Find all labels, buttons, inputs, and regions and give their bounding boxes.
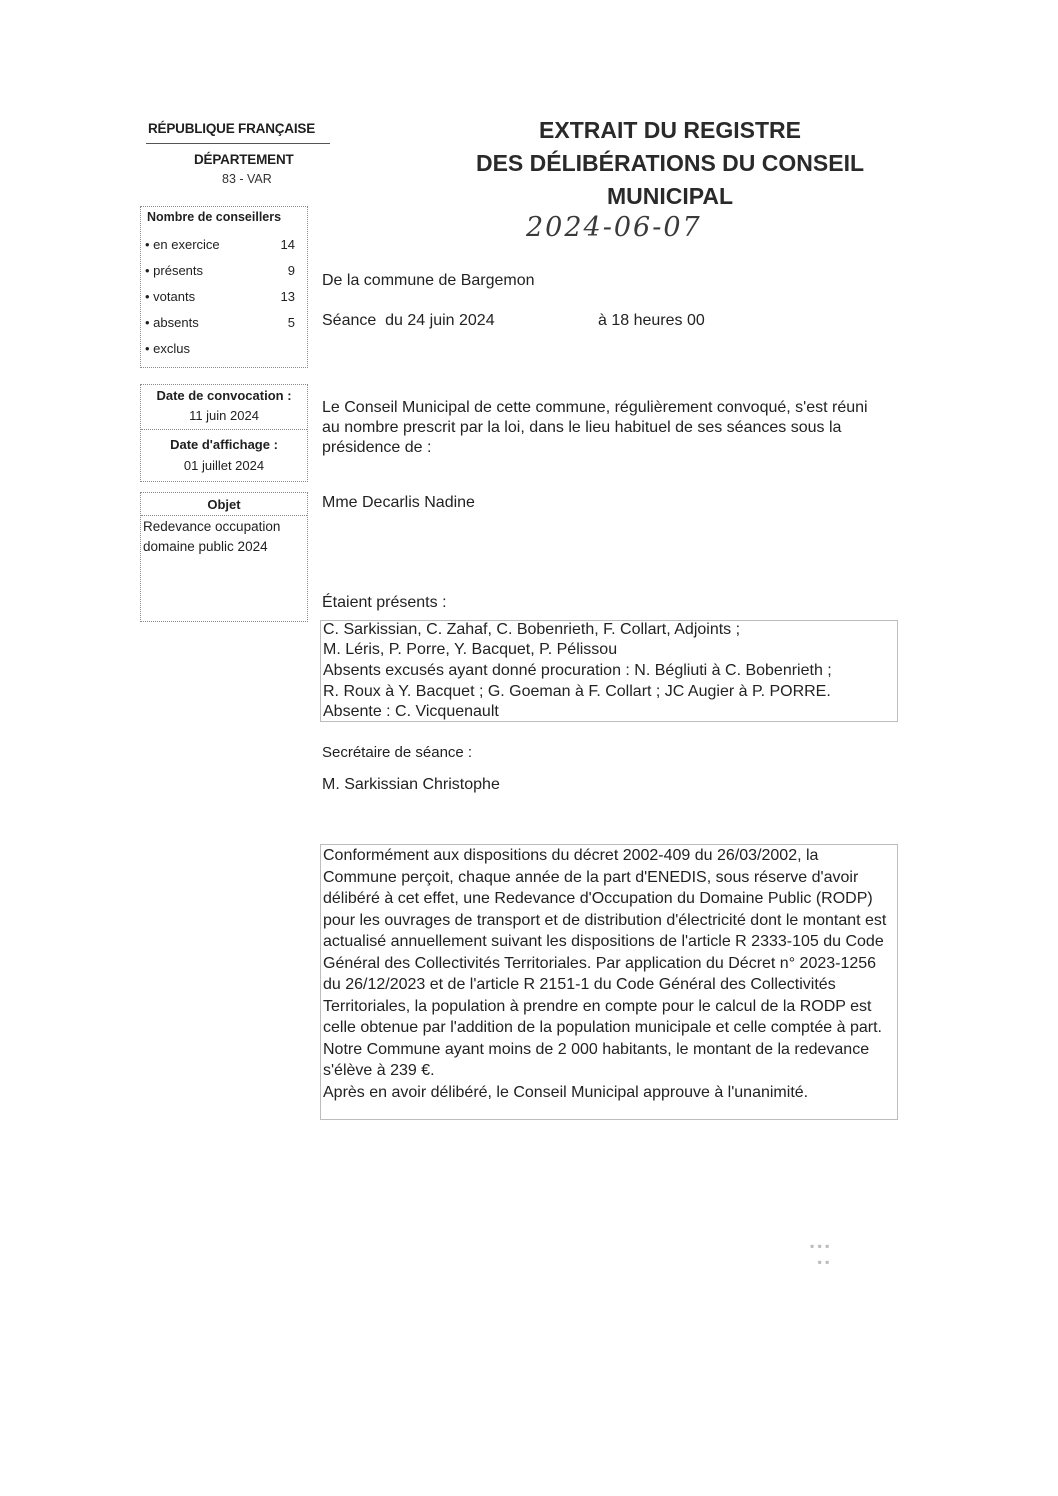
conseillers-row-value: 13 bbox=[280, 289, 295, 304]
title-line-2: DES DÉLIBÉRATIONS DU CONSEIL bbox=[475, 150, 865, 176]
conseillers-row-label: • exclus bbox=[145, 341, 191, 356]
deliberation-number: 2024-06-07 bbox=[526, 212, 702, 243]
presents-box bbox=[320, 620, 898, 722]
seance-heure: à 18 heures 00 bbox=[598, 312, 705, 329]
convocation-label: Date de convocation : bbox=[156, 388, 292, 403]
presents-line: Absents excusés ayant donné procuration : N. Bégliuti à C. Bobenrieth ; bbox=[323, 662, 832, 679]
conseillers-row-label: • en exercice bbox=[145, 237, 220, 252]
decision-paragraph: Conformément aux dispositions du décret 2002-409 du 26/03/2002, la Commune perçoit, chaque année de la part d'ENEDIS, sous réserve d'avoir délibéré à cet effet, une Redevance d'Occupation du Domaine Public (RODP) pour les ouvrages de transport et de distribution d'électricité dont le montant est actualisé annuellement suivant les dispositions de l'article R 2333-105 du Code Général des Collectivités Territoriales. Par application du Décret n° 2023-1256 du 26/12/2023 et de l'article R 2151-1 du Code Général des Collectivités Territoriales, la population à prendre en compte pour le calcul de la RODP est celle obtenue par l'addition de la population municipale et celle comptée à part. Notre Commune ayant moins de 2 000 habitants, le montant de la redevance s'élève à 239 €. bbox=[323, 847, 887, 1079]
decision-box bbox=[320, 844, 898, 1120]
conseillers-row-value: 14 bbox=[280, 237, 295, 252]
dates-box bbox=[140, 384, 308, 482]
decision-body bbox=[323, 845, 889, 1103]
departement-value: 83 - VAR bbox=[222, 172, 272, 186]
presents-line: C. Sarkissian, C. Zahaf, C. Bobenrieth, F. Collart, Adjoints ; bbox=[323, 621, 741, 638]
republique-francaise: RÉPUBLIQUE FRANÇAISE bbox=[148, 121, 316, 136]
conseillers-row-label: • absents bbox=[145, 315, 199, 330]
secretaire-name: M. Sarkissian Christophe bbox=[322, 776, 500, 793]
document-title bbox=[370, 114, 970, 213]
title-line-1: EXTRAIT DU REGISTRE bbox=[539, 117, 801, 143]
objet-divider bbox=[141, 515, 307, 516]
dates-divider bbox=[141, 429, 307, 430]
objet-text: Redevance occupation domaine public 2024 bbox=[143, 519, 281, 554]
conseillers-title: Nombre de conseillers bbox=[147, 210, 282, 224]
objet-box bbox=[140, 492, 308, 622]
header-divider bbox=[146, 143, 330, 144]
convocation-date: 11 juin 2024 bbox=[189, 408, 259, 423]
seance-intro: Le Conseil Municipal de cette commune, régulièrement convoqué, s'est réuni au nombre prescrit par la loi, dans le lieu habituel de ses séances sous la présidence de : bbox=[322, 399, 868, 456]
commune: De la commune de Bargemon bbox=[322, 272, 535, 289]
presents-label: Étaient présents : bbox=[322, 594, 447, 611]
presents-line: R. Roux à Y. Bacquet ; G. Goeman à F. Collart ; JC Augier à P. PORRE. bbox=[323, 683, 831, 700]
presents-line: Absente : C. Vicquenault bbox=[323, 703, 499, 720]
decision-conclusion: Après en avoir délibéré, le Conseil Municipal approuve à l'unanimité. bbox=[323, 1083, 809, 1101]
affichage-date: 01 juillet 2024 bbox=[183, 458, 265, 473]
conseillers-row-label: • présents bbox=[145, 263, 204, 278]
presents-line: M. Léris, P. Porre, Y. Bacquet, P. Pélissou bbox=[323, 641, 618, 658]
president: Mme Decarlis Nadine bbox=[322, 494, 475, 511]
conseillers-row-value: 5 bbox=[287, 315, 295, 330]
objet-label: Objet bbox=[207, 497, 241, 512]
conseillers-box bbox=[140, 206, 308, 368]
scan-stamp-residue: ▪ ▪ ▪ ▪ ▪ bbox=[810, 1239, 830, 1269]
seance-date: Séance du 24 juin 2024 bbox=[322, 312, 495, 329]
departement-label: DÉPARTEMENT bbox=[194, 152, 294, 167]
secretaire-label: Secrétaire de séance : bbox=[322, 744, 473, 761]
conseillers-row-label: • votants bbox=[145, 289, 196, 304]
affichage-label: Date d'affichage : bbox=[170, 437, 278, 452]
conseillers-row-value: 9 bbox=[287, 263, 295, 278]
title-line-3: MUNICIPAL bbox=[606, 183, 734, 209]
